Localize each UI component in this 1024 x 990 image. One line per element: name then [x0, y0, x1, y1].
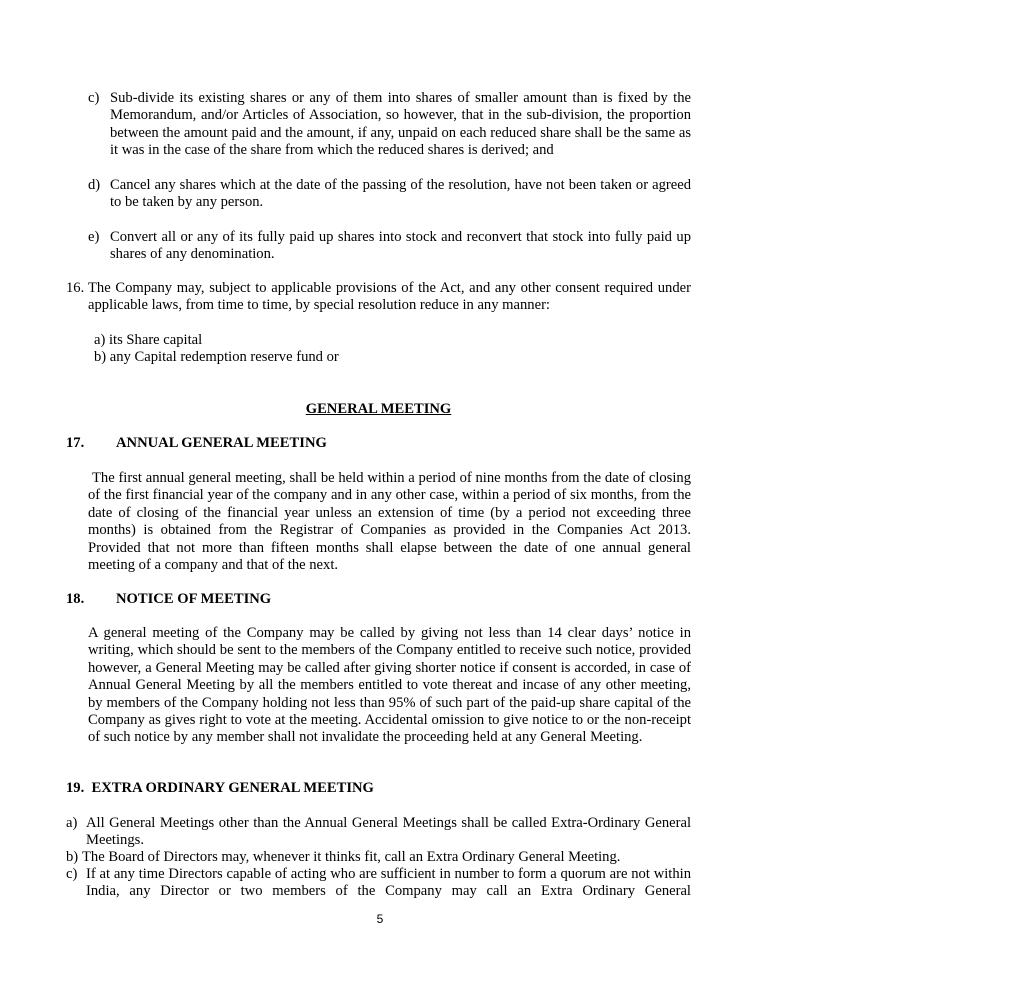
general-meeting-heading: GENERAL MEETING — [305, 401, 452, 417]
list-text: Sub-divide its existing shares or any of them into shares of smaller amount than is fixed by the Memorandum, and/or Articles of Association, so however, that in the sub-division, the proportion between the amount paid and the amount, if any, unpaid on each reduced share shall be the same as it was in the case of the share from which the reduced shares is derived; and — [110, 90, 691, 159]
list-label: c) — [88, 90, 100, 106]
list-text: If at any time Directors capable of acting who are sufficient in number to form a quorum are not within India, any Director or two members of the Company may call an Extra Ordinary General — [86, 866, 691, 900]
clause-15d — [88, 177, 691, 212]
section-17-body: The first annual general meeting, shall be held within a period of nine months from the date of closing of the first financial year of the company and in any other case, within a period of six months, from the date of closing of the financial year unless an extension of time (by a period not exceeding three months) is obtained from the Registrar of Companies as provided in the Companies Act 2013. Provided that not more than fifteen months shall elapse between the date of one annual general meeting of a company and that of the next. — [88, 470, 691, 574]
page-number: 5 — [376, 912, 384, 926]
section-number: 17. — [66, 435, 85, 451]
section-title: ANNUAL GENERAL MEETING — [116, 435, 327, 451]
section-18-body: A general meeting of the Company may be called by giving not less than 14 clear days’ notice in writing, which should be sent to the members of the Company entitled to receive such notice, provided however, a General Meeting may be called after giving shorter notice if consent is accorded, in case of Annual General Meeting by all the members entitled to vote thereat and incase of any other meeting, by members of the Company holding not less than 95% of such part of the paid-up share capital of the Company as gives right to vote at the meeting. Accidental omission to give notice to or the non-receipt of such notice by any member shall not invalidate the proceeding held at any General Meeting. — [88, 625, 691, 746]
section-number: 18. — [66, 591, 85, 607]
list-label: d) — [88, 177, 101, 193]
clause-15e — [88, 229, 691, 264]
list-label: b) — [66, 849, 79, 865]
list-label: c) — [66, 866, 78, 882]
clause-16-item: b) any Capital redemption reserve fund or — [94, 349, 339, 365]
list-text: The Board of Directors may, whenever it thinks fit, call an Extra Ordinary General Meeting. — [82, 849, 621, 865]
clause-19c — [66, 866, 691, 901]
section-title: NOTICE OF MEETING — [116, 591, 272, 607]
list-label: e) — [88, 229, 100, 245]
clause-number: 16. — [66, 280, 85, 296]
clause-19a — [66, 815, 691, 850]
clause-text: The Company may, subject to applicable provisions of the Act, and any other consent required under applicable laws, from time to time, by special resolution reduce in any manner: — [88, 280, 691, 314]
clause-16 — [66, 280, 691, 315]
section-19-heading: 19. EXTRA ORDINARY GENERAL MEETING — [66, 780, 374, 796]
section-18-heading — [66, 591, 271, 608]
list-label: a) — [66, 815, 78, 831]
clause-15c — [88, 90, 691, 160]
list-text: Convert all or any of its fully paid up shares into stock and reconvert that stock into fully paid up shares of any denomination. — [110, 229, 691, 263]
section-17-heading — [66, 435, 327, 452]
list-text: All General Meetings other than the Annual General Meetings shall be called Extra-Ordinary General Meetings. — [86, 815, 691, 849]
clause-16-item: a) its Share capital — [94, 332, 203, 348]
list-text: Cancel any shares which at the date of the passing of the resolution, have not been taken or agreed to be taken by any person. — [110, 177, 691, 211]
clause-19b — [66, 849, 691, 866]
